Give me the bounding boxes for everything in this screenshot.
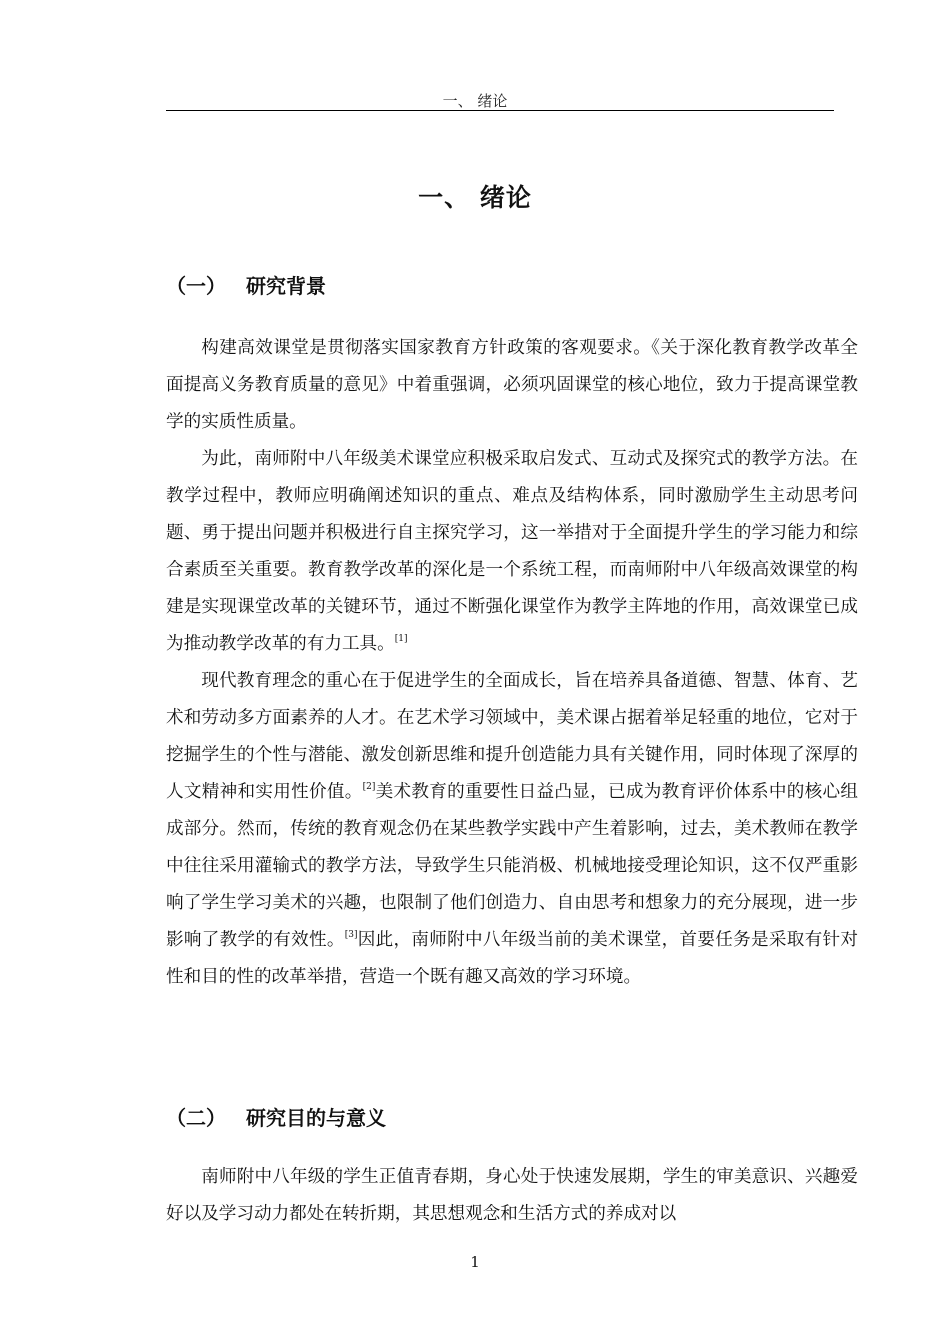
paragraph-text: 美术教育的重要性日益凸显，已成为教育评价体系中的核心组成部分。然而，传统的教育观念仍在某些教学实践中产生着影响，过去，美术教师在教学中往往采用灌输式的教学方法，导致学生只能消极、机械地接受理论知识，这不仅严重影响了学生学习美术的兴趣，也限制了他们创造力、自由思考和想象力的充分展现，进一步影响了教学的有效性。 — [166, 782, 858, 950]
paragraph — [166, 1159, 858, 1233]
running-title: 一、 绪论 — [442, 92, 508, 110]
citation-marker: [3] — [344, 930, 358, 940]
page-number: 1 — [470, 1253, 480, 1271]
paragraph — [166, 663, 858, 996]
section-number: （二） — [166, 1106, 226, 1130]
paragraph-text: 南师附中八年级的学生正值青春期，身心处于快速发展期，学生的审美意识、兴趣爱好以及学习动力都处在转折期，其思想观念和生活方式的养成对以 — [166, 1167, 858, 1224]
section-body-background — [166, 330, 858, 996]
paragraph-text: 因此，南师附中八年级当前的美术课堂，首要任务是采取有针对性和目的性的改革举措，营造一个既有趣又高效的学习环境。 — [166, 930, 858, 987]
paragraph-text: 构建高效课堂是贯彻落实国家教育方针政策的客观要求。《关于深化教育教学改革全面提高义务教育质量的意见》中着重强调，必须巩固课堂的核心地位，致力于提高课堂教学的实质性质量。 — [166, 338, 858, 432]
header-rule — [166, 110, 834, 111]
section-number: （一） — [166, 274, 226, 298]
paragraph — [166, 330, 858, 441]
citation-marker: [1] — [394, 634, 408, 644]
paragraph-text: 现代教育理念的重心在于促进学生的全面成长，旨在培养具备道德、智慧、体育、艺术和劳动多方面素养的人才。在艺术学习领域中，美术课占据着举足轻重的地位，它对于挖掘学生的个性与潜能、激发创新思维和提升创造能力具有关键作用，同时体现了深厚的人文精神和实用性价值。 — [166, 671, 858, 802]
paragraph — [166, 441, 858, 663]
section-body-purpose — [166, 1159, 858, 1233]
citation-marker: [2] — [362, 782, 376, 792]
section-title: 研究目的与意义 — [246, 1106, 386, 1130]
paragraph-text: 为此，南师附中八年级美术课堂应积极采取启发式、互动式及探究式的教学方法。在教学过程中，教师应明确阐述知识的重点、难点及结构体系，同时激励学生主动思考问题、勇于提出问题并积极进行自主探究学习，这一举措对于全面提升学生的学习能力和综合素质至关重要。教育教学改革的深化是一个系统工程，而南师附中八年级高效课堂的构建是实现课堂改革的关键环节，通过不断强化课堂作为教学主阵地的作用，高效课堂已成为推动教学改革的有力工具。 — [166, 449, 858, 654]
section-heading-purpose — [166, 1102, 386, 1131]
chapter-title: 一、 绪论 — [418, 183, 532, 212]
section-title: 研究背景 — [246, 274, 326, 298]
section-heading-background — [166, 270, 326, 299]
